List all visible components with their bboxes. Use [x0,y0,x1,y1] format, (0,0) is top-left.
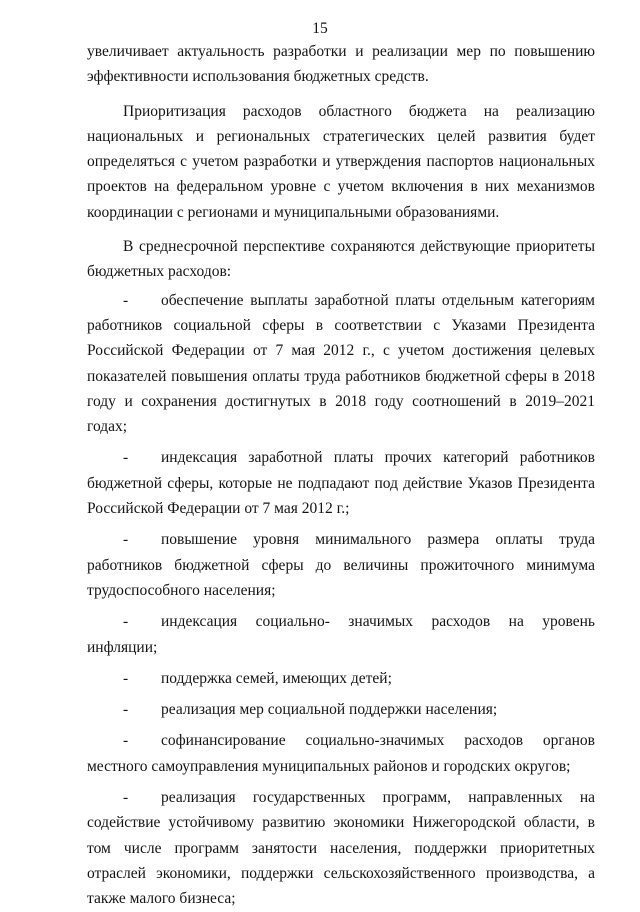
priorities-list [87,288,595,912]
dash-marker: - [123,732,129,750]
dash-marker: - [123,789,129,807]
list-item-text: реализация государственных программ, направленных на содействие устойчивому развитию экономики Нижегородской области, в том числе программ занятости населения, поддержки приоритетных отраслей экономики, поддержки сельскохозяйственного производства, а также малого бизнеса; [87,789,595,908]
list-item-text: индексация социально- значимых расходов на уровень инфляции; [87,613,595,656]
document-body [87,39,595,912]
list-item [87,527,595,603]
list-item [87,445,595,521]
list-item-text: поддержка семей, имеющих детей; [161,669,392,687]
page-number: 15 [312,20,328,37]
list-item [87,728,595,779]
list-item [87,697,595,722]
list-item-text: повышение уровня минимального размера оплаты труда работников бюджетной сферы до величины прожиточного минимума трудоспособного населения; [87,531,595,599]
paragraph-priorities-intro: В среднесрочной перспективе сохраняются действующие приоритеты бюджетных расходов: [87,238,595,281]
list-item-text: реализация мер социальной поддержки населения; [161,701,498,719]
dash-marker: - [123,701,129,719]
list-item [87,609,595,660]
list-item [87,785,595,911]
dash-marker: - [123,531,129,549]
list-item-text: индексация заработной платы прочих категорий работников бюджетной сферы, которые не подпадают под действие Указов Президента Российской Федерации от 7 мая 2012 г.; [87,449,595,518]
dash-marker: - [123,669,129,687]
list-item [87,666,595,691]
paragraph-continuation: увеличивает актуальность разработки и реализации мер по повышению эффективности использования бюджетных средств. [87,43,595,86]
list-item [87,288,595,440]
list-item-text: обеспечение выплаты заработной платы отдельным категориям работников социальной сферы в соответствии с Указами Президента Российской Федерации от 7 мая 2012 г., с учетом достижения целевых показателей повышения оплаты труда работников бюджетной сферы в 2018 году и сохранения достигнутых в 2018 году соотношений в 2019–2021 годах; [87,291,595,436]
dash-marker: - [123,449,129,467]
list-item-text: софинансирование социально-значимых расходов органов местного самоуправления муниципальных районов и городских округов; [87,732,595,775]
paragraph-prioritization: Приоритизация расходов областного бюджета на реализацию национальных и региональных стратегических целей развития будет определяться с учетом разработки и утверждения паспортов национальных проектов на федеральном уровне с учетом включения в них механизмов координации с регионами и муниципальными образованиями. [87,102,595,221]
dash-marker: - [123,613,129,631]
dash-marker: - [123,291,129,309]
